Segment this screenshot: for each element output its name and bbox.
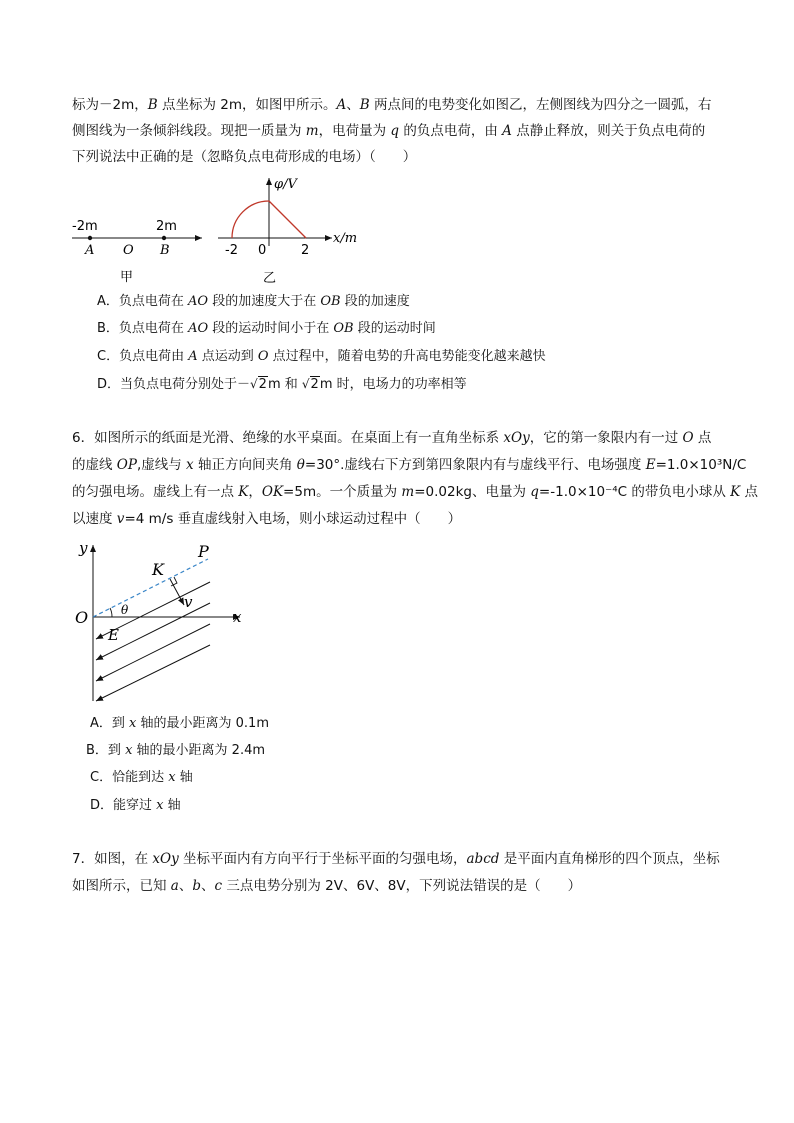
q6-label-o: O — [75, 608, 89, 627]
q6-label-y: y — [79, 539, 88, 557]
jia-point-a — [88, 236, 92, 240]
q6-option-b[interactable]: B．到 x 轴的最小距离为 2.4m — [86, 743, 266, 758]
q5-line-2: 侧图线为一条倾斜线段。现把一质量为 m，电荷量为 q 的负点电荷，由 A 点静止释放，则关于负点电荷的 — [72, 123, 706, 139]
q6-label-theta: θ — [121, 603, 129, 617]
jia-label-minus2m: -2m — [72, 219, 98, 234]
q6-option-a[interactable]: A．到 x 轴的最小距离为 0.1m — [90, 716, 269, 731]
q7-line-1: 7．如图，在 xOy 坐标平面内有方向平行于坐标平面的匀强电场，abcd 是平面内直角梯形的四个顶点，坐标 — [72, 851, 720, 867]
q6-angle-arc — [110, 608, 112, 617]
jia-caption: 甲 — [120, 270, 134, 285]
q6-line-4: 以速度 v=4 m/s 垂直虚线射入电场，则小球运动过程中（ ） — [72, 511, 462, 527]
jia-label-a: A — [85, 243, 95, 258]
yi-tick-2: 2 — [301, 243, 310, 258]
yi-arc-curve — [232, 201, 269, 238]
sqrt-symbol: √2 — [301, 377, 319, 392]
q7-line-2: 如图所示，已知 a、b、c 三点电势分别为 2V、6V、8V，下列说法错误的是（ ） — [72, 878, 582, 894]
q6-label-e: E — [108, 626, 119, 644]
q5-option-c[interactable]: C．负点电荷由 A 点运动到 O 点过程中，随着电势的升高电势能变化越来越快 — [97, 349, 546, 364]
q6-figure — [68, 535, 258, 710]
q6-line-1: 6．如图所示的纸面是光滑、绝缘的水平桌面。在桌面上有一直角坐标系 xOy，它的第一象限内有一过 O 点 — [72, 430, 712, 446]
q5-line-1: 标为－2m，B 点坐标为 2m，如图甲所示。A、B 两点间的电势变化如图乙，左侧图线为四分之一圆弧，右 — [72, 97, 712, 113]
q6-line-3: 的匀强电场。虚线上有一点 K，OK=5m。一个质量为 m=0.02kg、电量为 q=-1.0×10⁻⁴C 的带负电小球从 K 点 — [72, 484, 759, 500]
q6-label-x: x — [233, 608, 242, 626]
q6-label-k: K — [152, 560, 164, 579]
jia-label-2m: 2m — [156, 219, 177, 234]
yi-slope-line — [269, 201, 306, 238]
q6-option-d[interactable]: D．能穿过 x 轴 — [90, 798, 181, 813]
yi-caption: 乙 — [263, 271, 277, 286]
q5-figure-jia — [68, 210, 208, 290]
q6-label-p: P — [198, 542, 209, 561]
q6-line-2: 的虚线 OP,虚线与 x 轴正方向间夹角 θ=30°.虚线右下方到第四象限内有与虚线平行、电场强度 E=1.0×10³N/C — [72, 457, 747, 473]
q6-option-c[interactable]: C．恰能到达 x 轴 — [90, 770, 193, 785]
q6-label-v: v — [184, 593, 193, 611]
q5-line-3: 下列说法中正确的是（忽略负点电荷形成的电场）（ ） — [72, 149, 417, 165]
yi-tick-0: 0 — [258, 243, 267, 258]
yi-xlabel: x/m — [333, 231, 358, 246]
jia-label-b: B — [160, 243, 170, 258]
q5-option-d[interactable]: D．当负点电荷分别处于－√2m 和 √2m 时，电场力的功率相等 — [97, 374, 467, 395]
q5-figure-yi — [212, 172, 372, 287]
yi-tick-minus2: -2 — [225, 243, 238, 258]
q5-option-a[interactable]: A．负点电荷在 AO 段的加速度大于在 OB 段的加速度 — [97, 294, 410, 309]
yi-ylabel: φ/V — [274, 177, 297, 192]
jia-label-o: O — [123, 243, 134, 258]
sqrt-symbol: √2 — [250, 377, 267, 392]
q5-option-b[interactable]: B．负点电荷在 AO 段的运动时间小于在 OB 段的运动时间 — [97, 321, 436, 336]
jia-point-b — [162, 236, 166, 240]
